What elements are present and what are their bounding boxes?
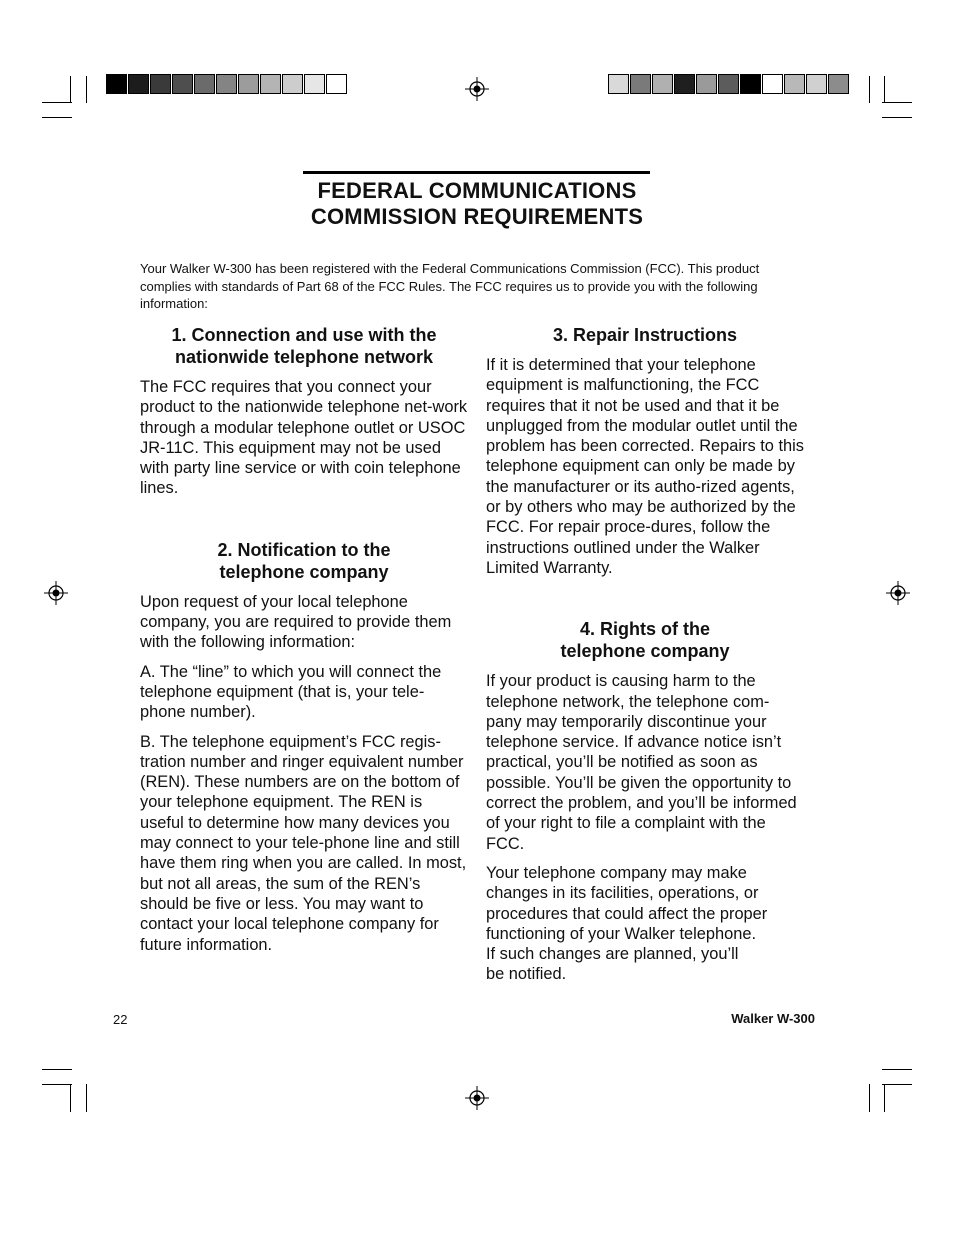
section-2-heading-line-2: telephone company: [219, 561, 389, 582]
gray-swatch: [128, 74, 149, 94]
section-4-paragraph-2: [486, 863, 804, 985]
registration-mark-icon: [465, 77, 489, 101]
crop-mark: [86, 76, 87, 103]
gray-swatch: [674, 74, 695, 94]
page-title: [240, 178, 714, 230]
section-2-heading-line-1: 2. Notification to the: [217, 539, 391, 560]
page-number: 22: [113, 1012, 128, 1027]
right-column: [486, 324, 804, 994]
section-2-paragraph-2: A. The “line” to which you will connect the telephone equipment (that is, your tele-phone number).: [140, 662, 442, 722]
gray-swatch: [238, 74, 259, 94]
footer-product-name: Walker W-300: [731, 1011, 815, 1026]
gray-swatch: [106, 74, 127, 94]
gray-swatch: [150, 74, 171, 94]
registration-mark-icon: [465, 1086, 489, 1110]
gray-swatch: [326, 74, 347, 94]
section-4-paragraph-2-line-3: be notified.: [486, 965, 567, 984]
section-1-heading: [140, 324, 468, 368]
crop-mark: [70, 1084, 71, 1112]
crop-mark: [882, 1084, 912, 1085]
crop-mark: [869, 1084, 870, 1112]
crop-mark: [884, 1084, 885, 1112]
crop-mark: [884, 76, 885, 103]
gray-swatch: [630, 74, 651, 94]
section-spacer: [486, 587, 804, 618]
crop-mark: [86, 1084, 87, 1112]
gray-swatch: [784, 74, 805, 94]
gray-swatch: [740, 74, 761, 94]
crop-mark: [70, 76, 71, 103]
section-1-heading-line-2: nationwide telephone network: [174, 347, 434, 367]
section-3-heading: 3. Repair Instructions: [552, 325, 738, 345]
section-1-paragraph: The FCC requires that you connect your product to the nationwide telephone net-work through a modular telephone outlet or USOC JR-11C. This equipment may not be used with party line service or with coin telephone lines.: [140, 378, 468, 498]
intro-paragraph: Your Walker W-300 has been registered with the Federal Communications Commission (FCC). This product complies with standards of Part 68 of the FCC Rules. The FCC requires us to provide you with the following information:: [140, 261, 760, 311]
crop-mark: [882, 117, 912, 118]
section-2-heading: [140, 539, 468, 583]
registration-mark-icon: [44, 581, 68, 605]
section-4-paragraph-2-line-2: If such changes are planned, you’ll: [486, 945, 739, 964]
gray-swatch: [652, 74, 673, 94]
crop-mark: [882, 102, 912, 103]
gray-swatch: [194, 74, 215, 94]
crop-mark: [882, 1069, 912, 1070]
section-4-paragraph-1: If your product is causing harm to the telephone network, the telephone com-pany may temporarily discontinue your telephone service. If advance notice isn’t practical, you’ll be notified as soon as possible. You’ll be given the opportunity to correct the problem, and you’ll be informed of your right to file a complaint with the FCC.: [486, 672, 797, 853]
crop-mark: [42, 102, 72, 103]
crop-mark: [869, 76, 870, 103]
gray-swatch: [806, 74, 827, 94]
left-gray-swatch-bar: [106, 74, 348, 94]
right-gray-swatch-bar: [608, 74, 850, 94]
gray-swatch: [260, 74, 281, 94]
section-3-paragraph: If it is determined that your telephone equipment is malfunctioning, the FCC requires that it not be used and that it be unplugged from the modular outlet until the problem has been corrected. Repairs to this telephone equipment can only be made by the manufacturer or its autho-rized agents, or by others who may be authorized by the FCC. For repair proce-dures, follow the instructions outlined under the Walker Limited Warranty.: [486, 356, 804, 577]
registration-mark-icon: [886, 581, 910, 605]
gray-swatch: [216, 74, 237, 94]
section-4-heading-line-2: telephone company: [560, 641, 730, 662]
crop-mark: [42, 117, 72, 118]
section-1-heading-line-1: 1. Connection and use with the: [171, 325, 437, 345]
section-spacer: [140, 508, 468, 539]
gray-swatch: [696, 74, 717, 94]
section-4-paragraph-2-line-1: Your telephone company may make changes in its facilities, operations, or procedures that could affect the proper functioning of your Walker telephone.: [486, 863, 768, 943]
section-2-paragraph-1: Upon request of your local telephone company, you are required to provide them with the following information:: [140, 592, 452, 652]
gray-swatch: [304, 74, 325, 94]
section-4-heading-line-1: 4. Rights of the: [580, 619, 710, 640]
title-rule: [303, 171, 650, 174]
gray-swatch: [282, 74, 303, 94]
gray-swatch: [172, 74, 193, 94]
crop-mark: [42, 1069, 72, 1070]
section-2-paragraph-3: B. The telephone equipment’s FCC regis-tration number and ringer equivalent number (REN). These numbers are on the bottom of your telephone equipment. The REN is useful to determine how many devices you may connect to your tele-phone line and still have them ring when you are called. In most, but not all areas, the sum of the REN’s should be five or less. You may want to contact your local telephone company for future information.: [140, 732, 467, 954]
gray-swatch: [718, 74, 739, 94]
page-title-line-1: FEDERAL COMMUNICATIONS: [317, 178, 637, 203]
gray-swatch: [762, 74, 783, 94]
section-4-heading: [486, 618, 804, 662]
page-title-line-2: COMMISSION REQUIREMENTS: [310, 204, 644, 229]
gray-swatch: [828, 74, 849, 94]
left-column: [140, 324, 468, 964]
gray-swatch: [608, 74, 629, 94]
crop-mark: [42, 1084, 72, 1085]
